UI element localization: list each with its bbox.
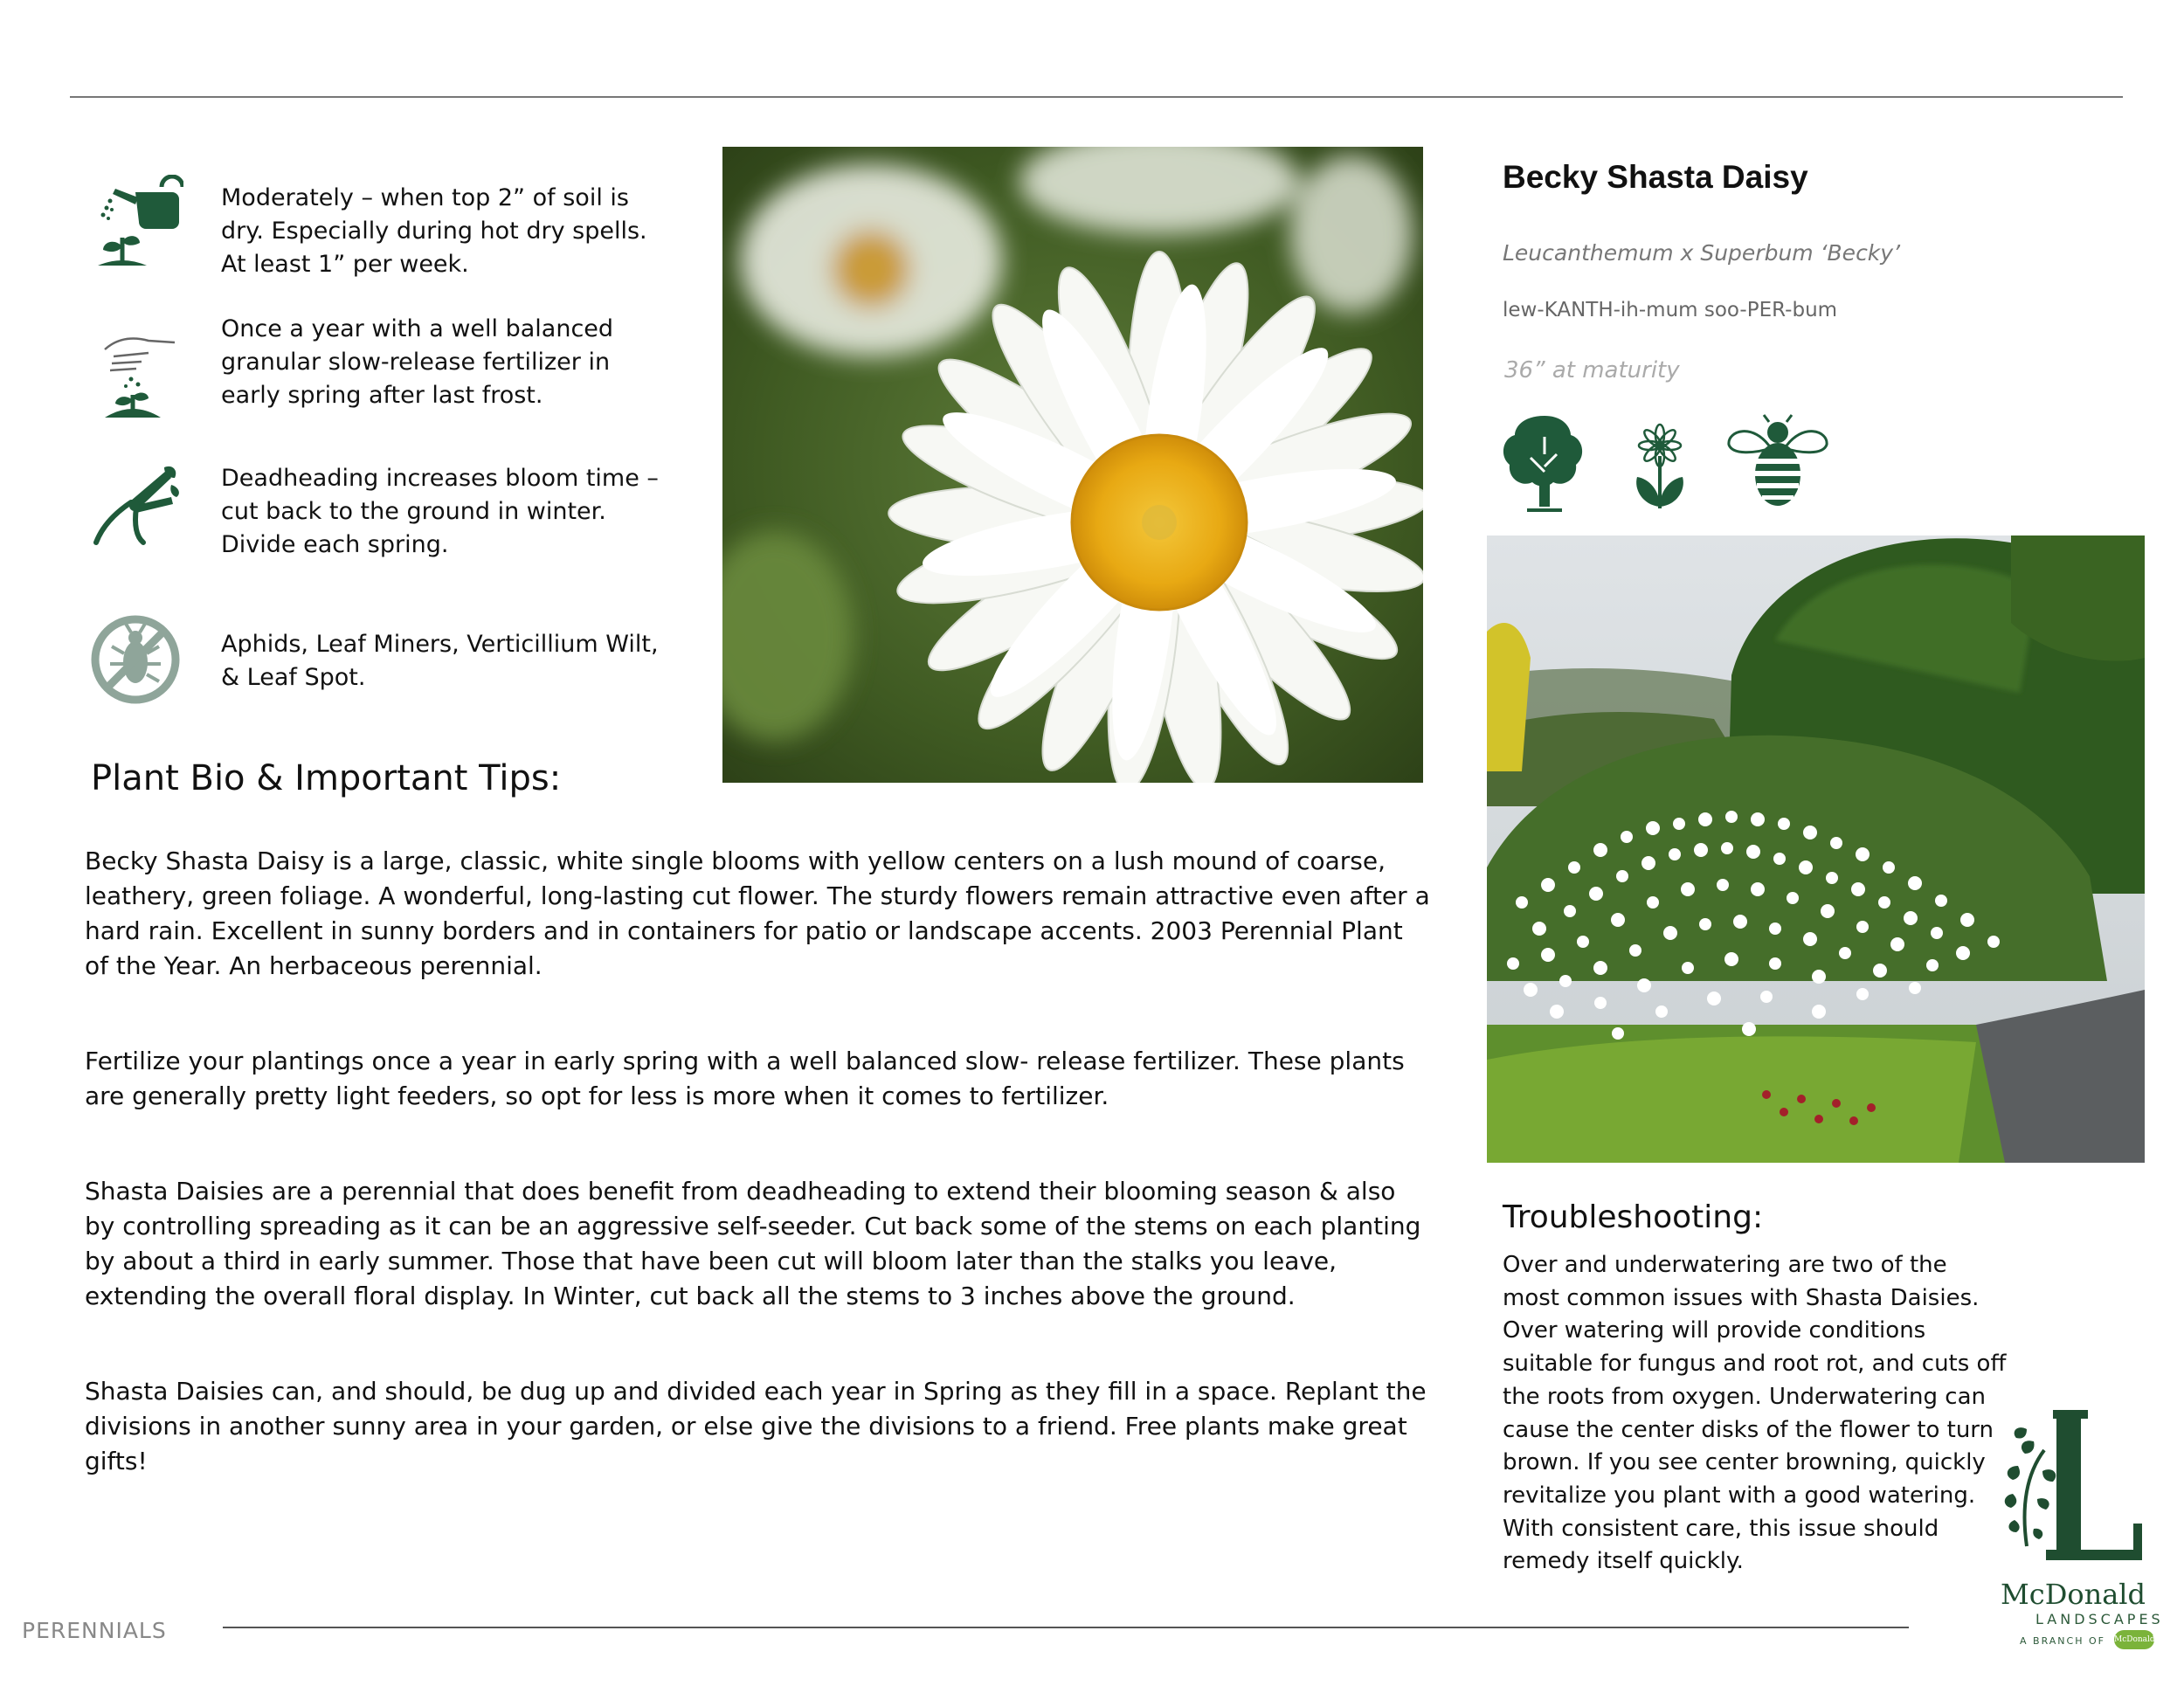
watering-can-icon	[87, 175, 183, 271]
troubleshooting-line: cause the center disks of the flower to turn	[1503, 1416, 1994, 1443]
mcdonald-badge: McDonald	[2114, 1630, 2154, 1649]
bio-paragraph: Shasta Daisies are a perennial that does benefit from deadheading to extend their blooming season & also by controlling spreading as it can be an aggressive self-seeder. Cut back some of the stems on each planting by about a third in early summer. Those that have been cut will bloom later than the stalks you leave, extending the overall floral display. In Winter, cut back all the stems to 3 inches above the ground.	[85, 1177, 1421, 1310]
mcdonald-landscapes-logo	[1992, 1398, 2167, 1660]
troubleshooting-line: remedy itself quickly.	[1503, 1548, 1744, 1575]
pruning-shears-icon	[87, 459, 183, 555]
troubleshooting-line: revitalize you plant with a good watering.	[1503, 1482, 1976, 1509]
fertilizer-hand-icon	[87, 323, 183, 419]
fertilizing-instructions: Once a year with a well balanced granular slow-release fertilizer in early spring after last frost.	[221, 315, 614, 409]
troubleshooting-title: Troubleshooting:	[1503, 1199, 1764, 1235]
no-pests-icon	[87, 612, 183, 708]
logo-subtitle: LANDSCAPES	[2035, 1611, 2164, 1627]
bio-paragraph: Becky Shasta Daisy is a large, classic, white single blooms with yellow centers on a lush mound of coarse, leathery, green foliage. A wonderful, long-lasting cut flower. The sturdy flowers remain attractive even after a hard rain. Excellent in sunny borders and in containers for patio or landscape accents. 2003 Perennial Plant of the Year. An herbaceous perennial.	[85, 846, 1430, 980]
flower-icon	[1625, 419, 1695, 515]
troubleshooting-line: With consistent care, this issue should	[1503, 1515, 1939, 1542]
garden-photo	[1487, 536, 2145, 1163]
scientific-name: Leucanthemum x Superbum ‘Becky’	[1503, 240, 1901, 266]
bio-paragraph: Fertilize your plantings once a year in early spring with a well balanced slow- release fertilizer. These plants are generally pretty light feeders, so opt for less is more when it comes to fertilizer.	[85, 1047, 1405, 1110]
troubleshooting-line: Over watering will provide conditions	[1503, 1317, 1926, 1344]
troubleshooting-line: brown. If you see center browning, quickly	[1503, 1449, 1986, 1476]
bio-paragraph: Shasta Daisies can, and should, be dug up and divided each year in Spring as they fill in a space. Replant the divisions in another sunny area in your garden, or else give the divisions to a friend. Free plants make great gifts!	[85, 1377, 1427, 1475]
logo-mark	[1992, 1398, 2167, 1590]
logo-name: McDonald	[2001, 1578, 2146, 1611]
troubleshooting-text	[1503, 1249, 2009, 1579]
tree-icon	[1501, 411, 1588, 514]
top-divider	[70, 96, 2123, 98]
troubleshooting-line: the roots from oxygen. Underwatering can	[1503, 1383, 1986, 1410]
bio-title: Plant Bio & Important Tips:	[91, 758, 562, 798]
troubleshooting-line: suitable for fungus and root rot, and cuts off	[1503, 1351, 2007, 1378]
pronunciation: lew-KANTH-ih-mum soo-PER-bum	[1503, 299, 1838, 321]
footer-category: PERENNIALS	[22, 1618, 167, 1643]
mature-height: 36” at maturity	[1504, 357, 1680, 383]
logo-branch-text: A BRANCH OF	[2020, 1635, 2105, 1647]
pests-diseases: Aphids, Leaf Miners, Verticillium Wilt, & Leaf Spot.	[221, 631, 659, 691]
troubleshooting-line: most common issues with Shasta Daisies.	[1503, 1284, 1980, 1311]
bio-section	[85, 844, 1430, 1479]
pruning-instructions: Deadheading increases bloom time – cut back to the ground in winter. Divide each spring.	[221, 465, 659, 558]
watering-instructions: Moderately – when top 2” of soil is dry. Especially during hot dry spells. At least 1” per week.	[221, 184, 647, 278]
plant-name: Becky Shasta Daisy	[1503, 159, 1808, 195]
bottom-divider	[223, 1627, 1909, 1628]
daisy-closeup-photo	[722, 147, 1423, 783]
bee-icon	[1725, 413, 1830, 509]
troubleshooting-line: Over and underwatering are two of the	[1503, 1252, 1947, 1278]
